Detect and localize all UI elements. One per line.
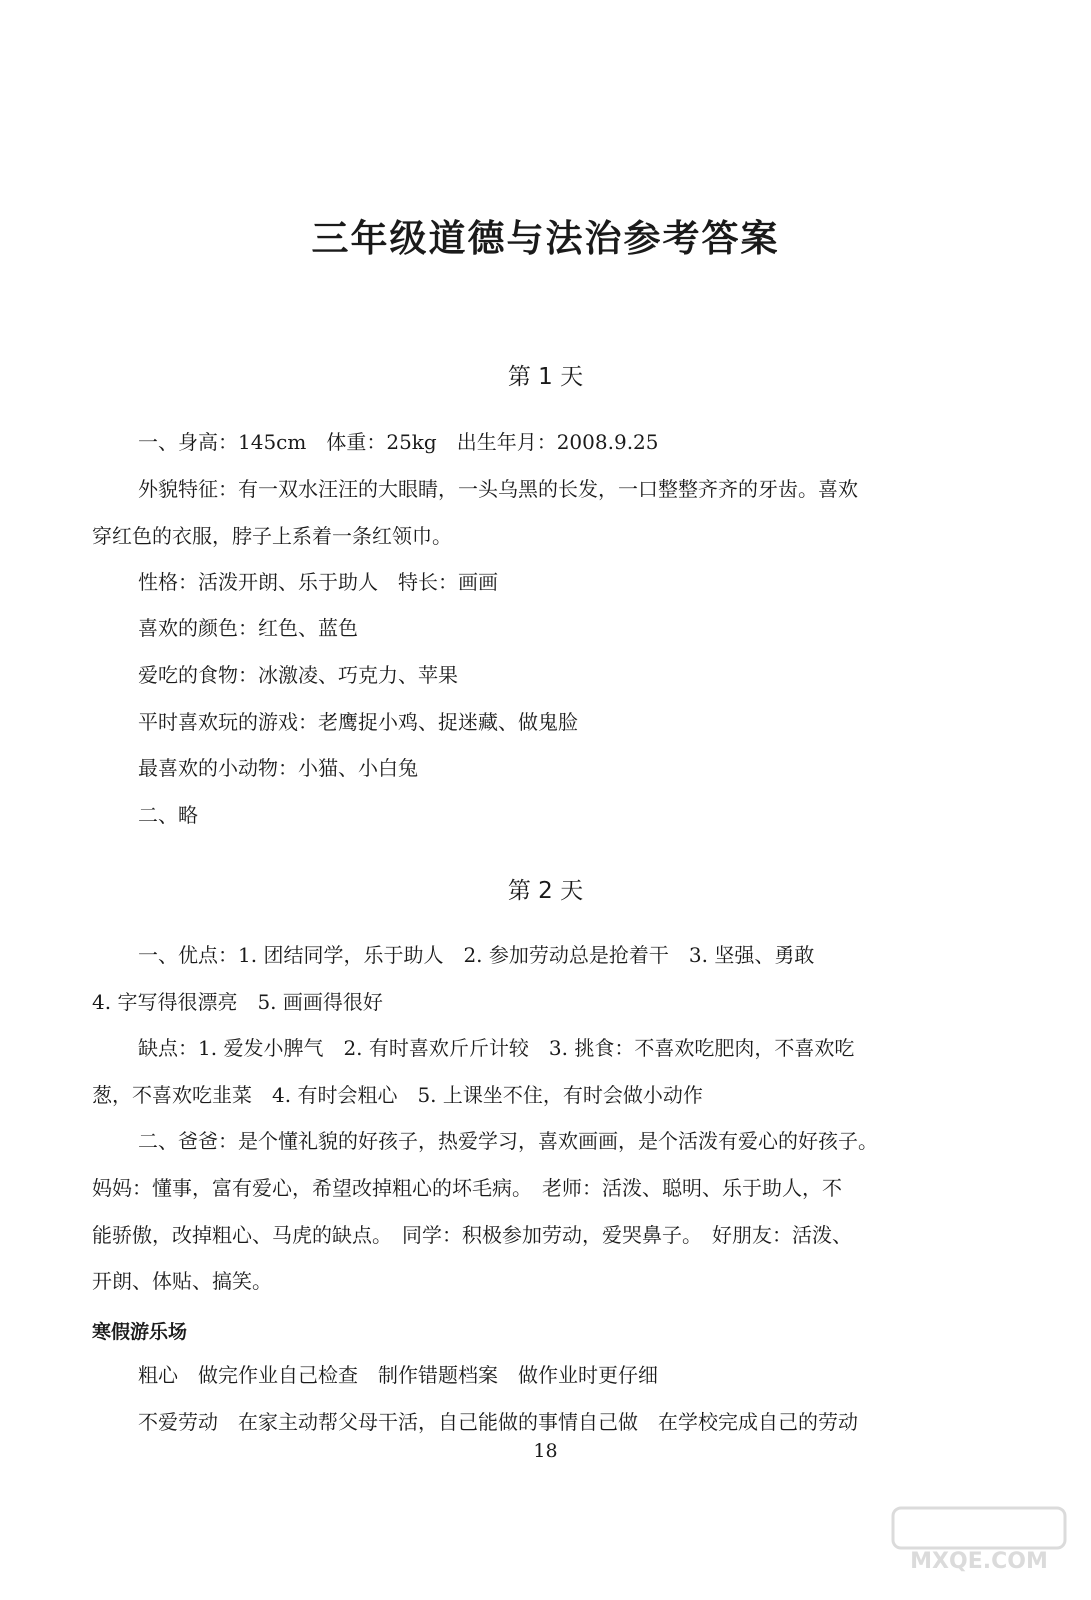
watermark-logo-icon [889, 1504, 1069, 1574]
day-2-line: 葱，不喜欢吃韭菜 4. 有时会粗心 5. 上课坐不住，有时会做小动作 [92, 1083, 703, 1107]
page-number: 18 [533, 1440, 558, 1462]
day-1-line: 爱吃的食物：冰激凌、巧克力、苹果 [138, 663, 458, 687]
day-2-line: 开朗、体贴、搞笑。 [92, 1269, 272, 1293]
day-1-line: 一、身高：145cm 体重：25kg 出生年月：2008.9.25 [138, 430, 659, 454]
day-1-line: 喜欢的颜色：红色、蓝色 [138, 616, 358, 640]
section-line: 不爱劳动 在家主动帮父母干活，自己能做的事情自己做 在学校完成自己的劳动 [138, 1410, 858, 1434]
day-1-line: 二、略 [138, 803, 198, 827]
day-1-line: 最喜欢的小动物：小猫、小白兔 [138, 756, 418, 780]
day-2-line: 4. 字写得很漂亮 5. 画画得很好 [92, 990, 383, 1014]
day-1-line: 性格：活泼开朗、乐于助人 特长：画画 [138, 570, 498, 594]
day-2-line: 妈妈：懂事，富有爱心，希望改掉粗心的坏毛病。 老师：活泼、聪明、乐于助人，不 [92, 1176, 842, 1200]
day-2-line: 能骄傲，改掉粗心、马虎的缺点。 同学：积极参加劳动，爱哭鼻子。 好朋友：活泼、 [92, 1223, 852, 1247]
watermark-text: MXQE.COM [910, 1549, 1048, 1574]
day-1-line: 平时喜欢玩的游戏：老鹰捉小鸡、捉迷藏、做鬼脸 [138, 710, 578, 734]
day-1-line: 穿红色的衣服，脖子上系着一条红领巾。 [92, 524, 452, 548]
day-2-line: 二、爸爸：是个懂礼貌的好孩子，热爱学习，喜欢画画，是个活泼有爱心的好孩子。 [138, 1129, 878, 1153]
day-2-heading: 第 2 天 [507, 878, 584, 904]
section-line: 粗心 做完作业自己检查 制作错题档案 做作业时更仔细 [138, 1363, 658, 1387]
day-2-line: 一、优点：1. 团结同学，乐于助人 2. 参加劳动总是抢着干 3. 坚强、勇敢 [138, 943, 815, 967]
page-title: 三年级道德与法治参考答案 [311, 217, 780, 260]
day-1-line: 外貌特征：有一双水汪汪的大眼睛，一头乌黑的长发，一口整整齐齐的牙齿。喜欢 [138, 477, 858, 501]
day-2-line: 缺点：1. 爱发小脾气 2. 有时喜欢斤斤计较 3. 挑食：不喜欢吃肥肉，不喜欢吃 [138, 1036, 855, 1060]
section-heading: 寒假游乐场 [92, 1321, 188, 1343]
day-1-heading: 第 1 天 [507, 364, 584, 390]
